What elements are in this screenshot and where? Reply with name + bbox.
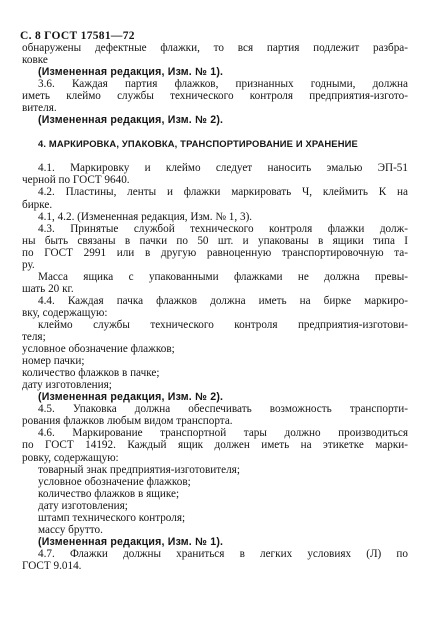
text-line: ру. (22, 258, 35, 271)
spacer (22, 150, 408, 162)
text-line: штамп технического контроля; (38, 511, 186, 524)
text-line: по ГОСТ 2991 или в другую равноценную транспортировочную та- (22, 246, 408, 259)
text-line: 4.1, 4.2. (Измененная редакция, Изм. № 1, 3). (38, 210, 253, 223)
text-line: количество флажков в пачке; (22, 367, 160, 380)
amendment-note: (Измененная редакция, Изм. № 2). (38, 391, 224, 404)
text-line: ковке (22, 54, 48, 67)
spacer (22, 126, 408, 138)
text-line: бирке. (22, 198, 53, 211)
text-line: условное обозначение флажков; (38, 475, 191, 488)
amendment-note: (Измененная редакция, Изм. № 1). (38, 535, 224, 548)
section-heading: 4. МАРКИРОВКА, УПАКОВКА, ТРАНСПОРТИРОВАНИЕ И ХРАНЕНИЕ (38, 138, 358, 150)
text-line: товарный знак предприятия-изготовителя; (38, 463, 240, 476)
text-line: иметь клеймо службы технического контроля предприятия-изгото- (22, 90, 408, 103)
text-line: рования флажков любым видом транспорта. (22, 415, 233, 428)
amendment-note: (Измененная редакция, Изм. № 2). (38, 114, 224, 127)
text-line: вителя. (22, 102, 57, 115)
text-line: 4.7. Флажки должны храниться в легких условиях (Л) по (38, 547, 408, 560)
text-line: ны быть связаны в пачки по 50 шт. и упакованы в ящики типа I (22, 234, 408, 247)
text-line: 4.6. Маркирование транспортной тары должно производиться (38, 427, 408, 440)
text-line: номер пачки; (22, 355, 85, 368)
text-line: по ГОСТ 14192. Каждый ящик должен иметь на этикетке марки- (22, 439, 408, 452)
text-line: 4.1. Маркировку и клеймо следует наносить эмалью ЭП-51 (38, 162, 408, 175)
text-line: теля; (22, 331, 46, 344)
text-line: обнаружены дефектные флажки, то вся партия подлежит разбра- (22, 42, 408, 54)
page-header: С. 8 ГОСТ 17581—72 (20, 30, 135, 42)
text-line: дату изготовления; (38, 499, 128, 512)
text-line: 4.2. Пластины, ленты и флажки маркировать Ч, клеймить К на (38, 186, 408, 199)
text-line: шать 20 кг. (22, 282, 74, 295)
text-line: массу брутто. (38, 523, 103, 536)
amendment-note: (Измененная редакция, Изм. № 1). (38, 66, 224, 79)
text-line: 4.5. Упаковка должна обеспечивать возможность транспорти- (38, 403, 408, 416)
text-line: ГОСТ 9.014. (22, 559, 82, 572)
text-line: дату изготовления; (22, 379, 112, 392)
text-line: 4.3. Принятые службой технического контроля флажки долж- (38, 222, 408, 235)
text-line: Масса ящика с упакованными флажками не должна превы- (38, 270, 408, 283)
text-line: 3.6. Каждая партия флажков, признанных годными, должна (38, 78, 408, 91)
text-line: 4.4. Каждая пачка флажков должна иметь на бирке маркиро- (38, 294, 408, 307)
text-line: количество флажков в ящике; (38, 487, 180, 500)
text-line: вку, содержащую: (22, 306, 108, 319)
text-line: ровку, содержащую: (22, 451, 119, 464)
text-line: условное обозначение флажков; (22, 343, 175, 356)
document-body (22, 42, 408, 572)
text-line: черной по ГОСТ 9640. (22, 174, 130, 187)
text-line: клеймо службы технического контроля предприятия-изготови- (38, 318, 408, 331)
